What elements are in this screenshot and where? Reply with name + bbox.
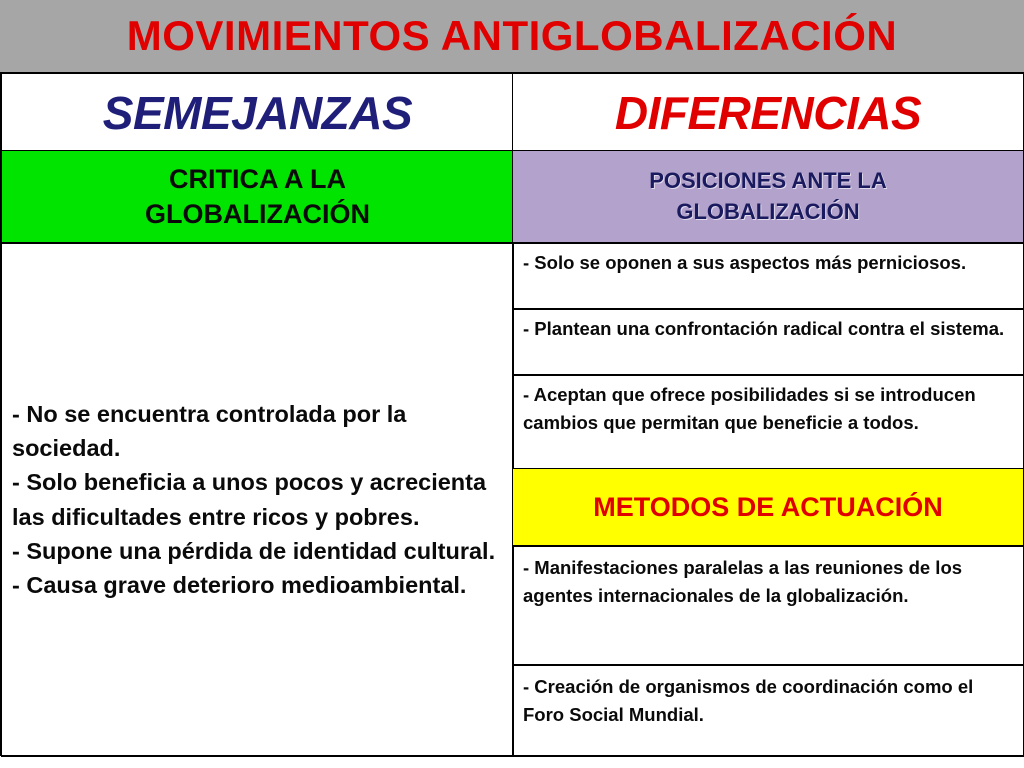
critica-list bbox=[12, 397, 503, 601]
critica-item: - Causa grave deterioro medioambiental. bbox=[12, 571, 467, 598]
posiciones-subheader: POSICIONES ANTE LA GLOBALIZACIÓN bbox=[649, 168, 887, 224]
title-bar bbox=[0, 0, 1024, 72]
slide-title: MOVIMIENTOS ANTIGLOBALIZACIÓN bbox=[126, 12, 898, 59]
position-row: - Aceptan que ofrece posibilidades si se introducen cambios que permitan que beneficie a todos. bbox=[512, 374, 1024, 470]
position-row: - Solo se oponen a sus aspectos más perniciosos. bbox=[512, 242, 1024, 310]
comparison-table bbox=[0, 72, 1024, 756]
critica-item: - Supone una pérdida de identidad cultural. bbox=[12, 537, 496, 564]
posiciones-subheader-cell bbox=[512, 150, 1024, 244]
diferencias-header: DIFERENCIAS bbox=[614, 86, 922, 139]
semejanzas-header: SEMEJANZAS bbox=[102, 86, 413, 139]
position-row: - Plantean una confrontación radical contra el sistema. bbox=[512, 308, 1024, 376]
diferencias-header-cell bbox=[512, 73, 1024, 152]
critica-item: - No se encuentra controlada por la sociedad. bbox=[12, 401, 407, 462]
metodos-subheader-cell bbox=[512, 468, 1024, 547]
critica-item: - Solo beneficia a unos pocos y acrecienta las dificultades entre ricos y pobres. bbox=[12, 469, 487, 530]
method-row: - Creación de organismos de coordinación como el Foro Social Mundial. bbox=[512, 664, 1024, 757]
method-row: - Manifestaciones paralelas a las reuniones de los agentes internacionales de la globalización. bbox=[512, 545, 1024, 666]
critica-subheader-cell bbox=[1, 150, 514, 244]
semejanzas-header-cell bbox=[1, 73, 514, 152]
critica-subheader: CRITICA A LA GLOBALIZACIÓN bbox=[145, 163, 370, 229]
critica-list-cell bbox=[1, 242, 514, 757]
metodos-subheader: METODOS DE ACTUACIÓN bbox=[593, 492, 943, 523]
